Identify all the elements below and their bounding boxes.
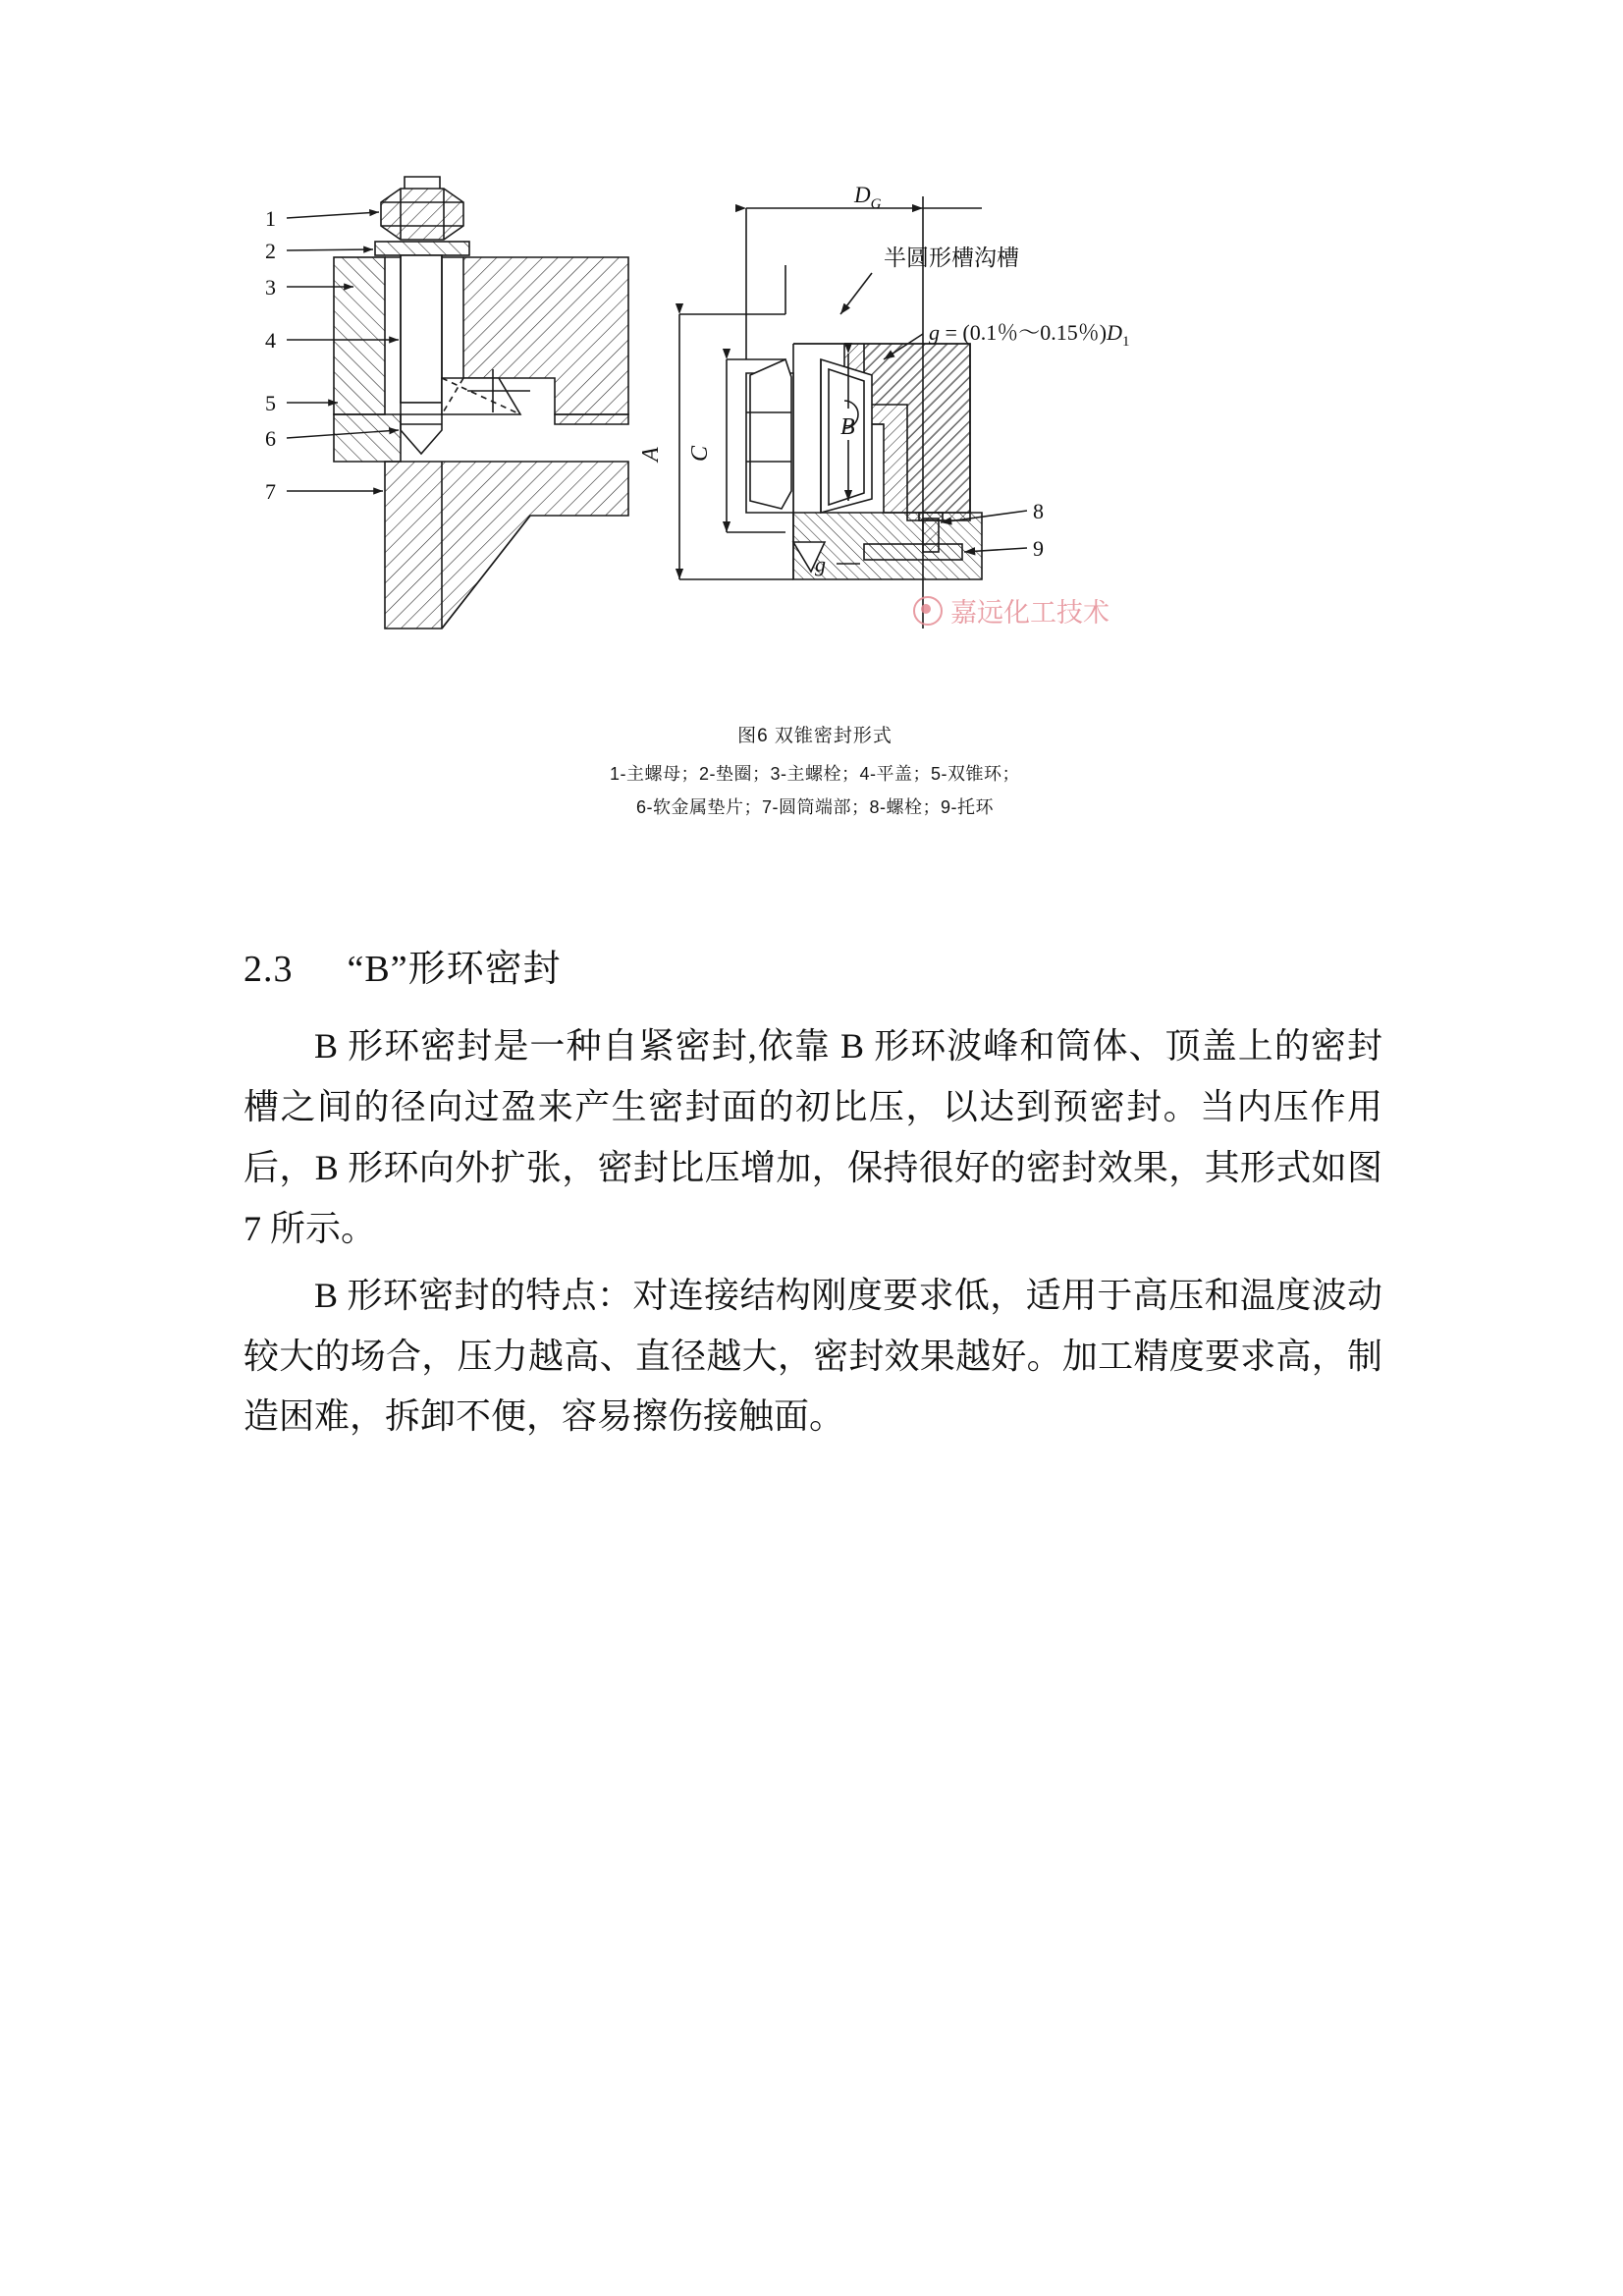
section-title: “B”形环密封 bbox=[347, 949, 562, 990]
figure-caption: 图6 双锥密封形式 bbox=[737, 726, 893, 746]
watermark-logo-icon bbox=[913, 596, 943, 626]
figure-legend-line-1: 1-主螺母；2-垫圈；3-主螺栓；4-平盖；5-双锥环； bbox=[609, 764, 1021, 784]
figure-6-block bbox=[236, 167, 1394, 824]
callout-4: 4 bbox=[265, 328, 276, 353]
dim-label-b: B bbox=[840, 414, 855, 440]
annotation-formula: g = (0.1％～0.15％)$D_1$ bbox=[929, 320, 1130, 350]
figure-6-drawing bbox=[236, 167, 1394, 717]
dim-label-a: A bbox=[638, 447, 664, 462]
paragraph-2: B 形环密封的特点：对连接结构刚度要求低，适用于高压和温度波动较大的场合，压力越高、直径越大，密封效果越好。加工精度要求高，制造困难，拆卸不便，容易擦伤接触面。 bbox=[243, 1275, 1382, 1437]
paragraph-1: B 形环密封是一种自紧密封,依靠 B 形环波峰和筒体、顶盖上的密封槽之间的径向过盈来产生密封面的初比压，以达到预密封。当内压作用后，B 形环向外扩张，密封比压增加，保持很好的密封效果，其形式如图 7 所示。 bbox=[243, 1026, 1382, 1248]
section-number: 2.3 bbox=[243, 949, 294, 990]
watermark-text: 嘉远化工技术 bbox=[950, 598, 1109, 628]
section-heading bbox=[243, 938, 562, 992]
figure-legend bbox=[236, 757, 1394, 824]
annotation-groove: 半圆形槽沟槽 bbox=[884, 245, 1019, 270]
callout-7: 7 bbox=[265, 479, 276, 504]
body-text bbox=[243, 1016, 1382, 1453]
watermark bbox=[913, 591, 1109, 629]
dim-label-c: C bbox=[687, 445, 713, 462]
callout-5: 5 bbox=[265, 391, 276, 415]
callout-3: 3 bbox=[265, 275, 276, 300]
dim-label-g: g bbox=[815, 552, 826, 576]
callout-8: 8 bbox=[1033, 499, 1044, 523]
callout-9: 9 bbox=[1033, 536, 1044, 561]
callout-2: 2 bbox=[265, 239, 276, 263]
callout-6: 6 bbox=[265, 426, 276, 451]
dim-label-dg: $D_G$ bbox=[854, 183, 882, 212]
figure-legend-line-2: 6-软金属垫片；7-圆筒端部；8-螺栓；9-托环 bbox=[635, 797, 995, 818]
callout-1: 1 bbox=[265, 206, 276, 231]
